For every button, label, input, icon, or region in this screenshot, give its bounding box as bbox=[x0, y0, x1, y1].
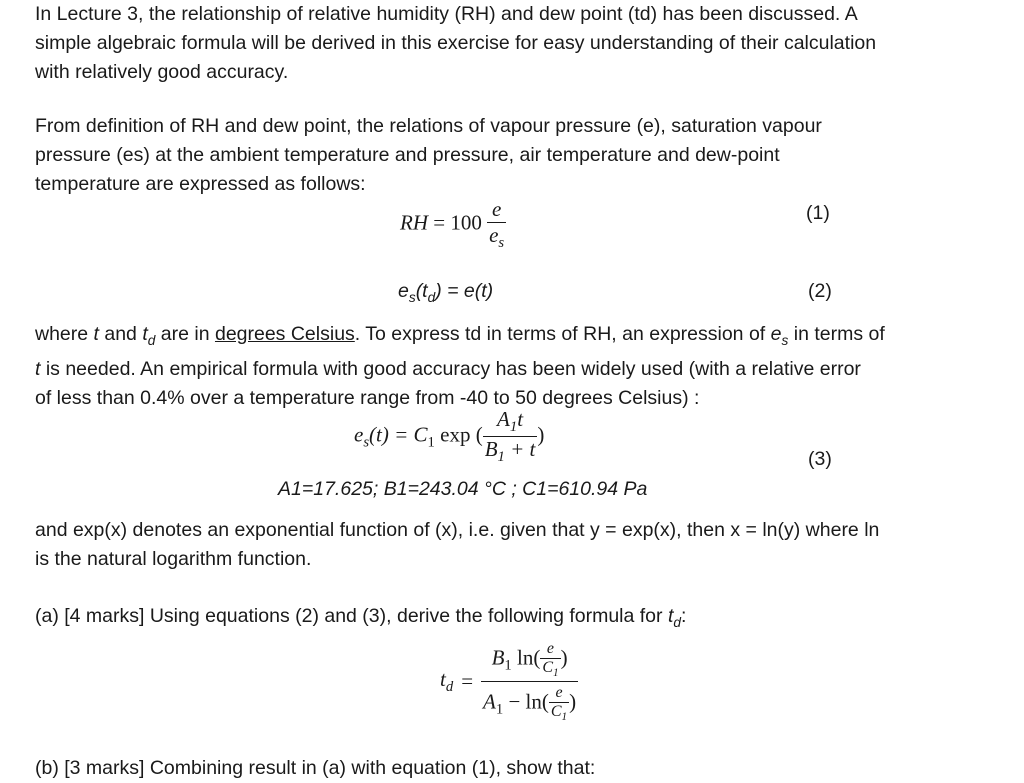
equation-1 bbox=[400, 197, 506, 252]
definition-paragraph bbox=[35, 112, 975, 199]
intro-line-1: In Lecture 3, the relationship of relative humidity (RH) and dew point (td) has been discussed. A bbox=[35, 3, 858, 25]
eq1-numerator: e bbox=[491, 197, 502, 221]
intro-line-3: with relatively good accuracy. bbox=[35, 61, 289, 83]
equation-3: $e_s(t) = C_1$ exp ( $\frac{A_1t}{B_1 + t}$ ) bbox=[354, 407, 545, 466]
eq1-fraction bbox=[487, 197, 506, 252]
definition-line-2: pressure (es) at the ambient temperature and pressure, air temperature and dew-point bbox=[35, 144, 780, 166]
exp-definition-paragraph bbox=[35, 516, 975, 574]
intro-line-2: simple algebraic formula will be derived in this exercise for easy understanding of their calculation bbox=[35, 32, 877, 54]
degrees-celsius-link: degrees Celsius bbox=[214, 323, 355, 345]
exp-line-1: and exp(x) denotes an exponential function of (x), i.e. given that y = exp(x), then x = ln(y) where ln bbox=[35, 519, 880, 541]
eq1-equals: = 100 bbox=[433, 210, 482, 235]
eq1-lhs: RH bbox=[400, 210, 428, 235]
part-a-question: (a) [4 marks] Using equations (2) and (3), derive the following formula for $t_d$: bbox=[35, 605, 687, 630]
intro-paragraph bbox=[35, 0, 975, 87]
empirical-line-2: t is needed. An empirical formula with good accuracy has been widely used (with a relative error bbox=[35, 357, 861, 380]
eq3-fraction: $\frac{A_1t}{B_1 + t}$ bbox=[484, 407, 536, 466]
equation-2-number: (2) bbox=[808, 280, 832, 302]
exp-line-2: is the natural logarithm function. bbox=[35, 548, 312, 570]
empirical-line-3: of less than 0.4% over a temperature range from -40 to 50 degrees Celsius) : bbox=[35, 386, 700, 409]
equation-3-number: (3) bbox=[808, 448, 832, 470]
part-b-question: (b) [3 marks] Combining result in (a) with equation (1), show that: bbox=[35, 757, 596, 779]
equation-4: $t_d$ = $B_1$ ln( $\frac{e}{C_1}$ ) $A_1 - \ln$( $\frac{e}{C_1}$ ) bbox=[440, 640, 577, 724]
empirical-paragraph bbox=[35, 320, 975, 413]
empirical-line-1: where t and $t_d$ are in degrees Celsius. To express td in terms of RH, an expression of $e_s$ in terms of bbox=[35, 323, 885, 348]
eq4-fraction: $B_1$ ln( $\frac{e}{C_1}$ ) $A_1 - \ln$( $\frac{e}{C_1}$ ) bbox=[483, 640, 577, 724]
equation-3-constants: A1=17.625; B1=243.04 °C ; C1=610.94 Pa bbox=[278, 478, 648, 500]
equation-2: $e_s(t_d) = e(t)$ bbox=[398, 280, 494, 305]
definition-line-1: From definition of RH and dew point, the relations of vapour pressure (e), saturation vapour bbox=[35, 115, 822, 137]
eq1-denominator: $e_s$ bbox=[489, 223, 505, 252]
equation-1-number: (1) bbox=[806, 202, 830, 224]
definition-line-3: temperature are expressed as follows: bbox=[35, 173, 366, 195]
